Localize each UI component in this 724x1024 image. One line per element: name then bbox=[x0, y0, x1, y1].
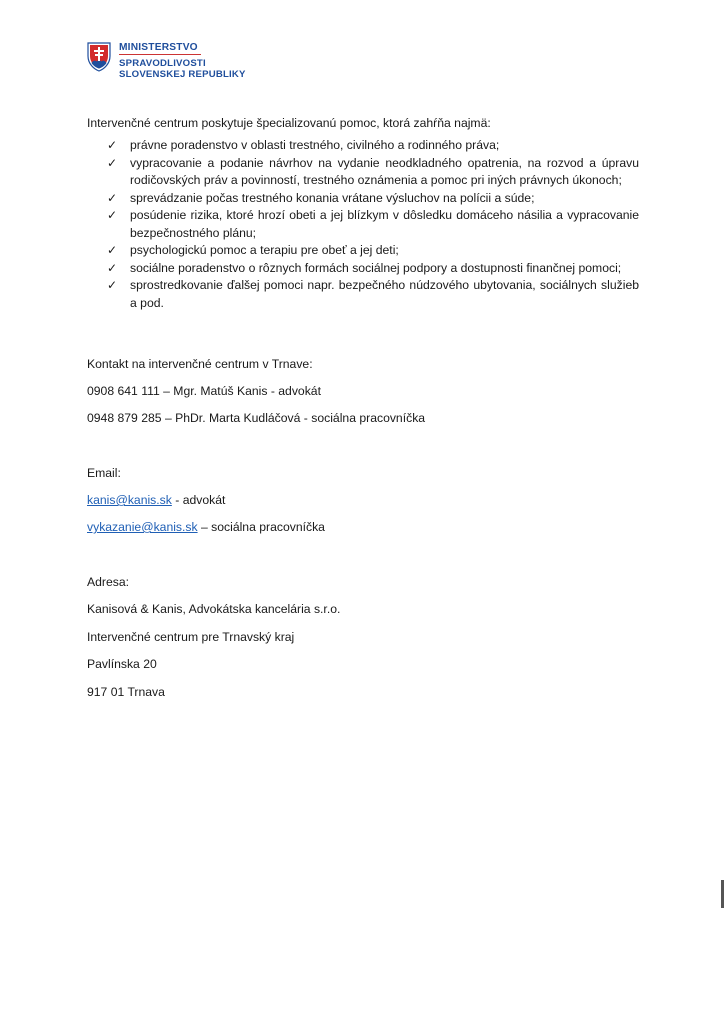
list-item: ✓ sociálne poradenstvo o rôznych formách sociálnej podpory a dostupnosti finančnej pomoci; bbox=[87, 260, 639, 278]
logo-divider bbox=[119, 54, 201, 55]
checkmark-icon: ✓ bbox=[107, 138, 118, 152]
address-heading: Adresa: bbox=[87, 575, 130, 589]
checkmark-icon: ✓ bbox=[107, 243, 118, 257]
address-line-3: Pavlínska 20 bbox=[87, 657, 157, 671]
address-line-4: 917 01 Trnava bbox=[87, 685, 165, 699]
list-item: ✓ posúdenie rizika, ktoré hrozí obeti a jej blízkym v dôsledku domáceho násilia a vypracovanie bezpečnostného plánu; bbox=[107, 208, 639, 240]
checkmark-icon: ✓ bbox=[107, 278, 118, 292]
checkmark-icon: ✓ bbox=[107, 155, 118, 170]
list-item: ✓ psychologickú pomoc a terapiu pre obeť a jej deti; bbox=[87, 242, 639, 260]
intro-text: Intervenčné centrum poskytuje špecializovanú pomoc, ktorá zahŕňa najmä: bbox=[87, 116, 491, 130]
list-item: ✓ sprostredkovanie ďalšej pomoci napr. bezpečného núdzového ubytovania, sociálnych služieb a pod. bbox=[107, 278, 639, 310]
contact-phone-social-worker: 0948 879 285 – PhDr. Marta Kudláčová - sociálna pracovníčka bbox=[87, 411, 426, 425]
contact-heading: Kontakt na intervenčné centrum v Trnave: bbox=[87, 357, 313, 371]
email-heading: Email: bbox=[87, 466, 121, 480]
address-line-2: Intervenčné centrum pre Trnavský kraj bbox=[87, 630, 295, 644]
ministry-logo bbox=[87, 42, 246, 80]
checkmark-icon: ✓ bbox=[107, 190, 118, 205]
email-link-social-worker[interactable]: vykazanie@kanis.sk bbox=[87, 520, 198, 534]
email-role-social-worker: – sociálna pracovníčka bbox=[197, 520, 325, 534]
ministry-name bbox=[119, 42, 246, 80]
services-list bbox=[87, 137, 639, 312]
services-section bbox=[87, 114, 639, 312]
email-role-lawyer: - advokát bbox=[171, 493, 226, 507]
contact-phone-lawyer: 0908 641 111 – Mgr. Matúš Kanis - advokát bbox=[87, 384, 321, 398]
address-line-1: Kanisová & Kanis, Advokátska kancelária s.r.o. bbox=[87, 602, 341, 616]
email-row-lawyer bbox=[87, 491, 225, 509]
list-item: ✓ sprevádzanie počas trestného konania vrátane výsluchov na polícii a súde; bbox=[87, 190, 639, 208]
slovak-coat-of-arms-icon bbox=[87, 42, 111, 72]
logo-line-2: SPRAVODLIVOSTI bbox=[119, 58, 206, 69]
email-row-social-worker bbox=[87, 518, 325, 536]
list-item: ✓ právne poradenstvo v oblasti trestného, civilného a rodinného práva; bbox=[87, 137, 639, 155]
list-item: ✓ vypracovanie a podanie návrhov na vydanie neodkladného opatrenia, na rozvod a úpravu rodičovských práv a povinností, trestného oznámenia a pomoc pri iných právnych úkonoch; bbox=[107, 155, 639, 187]
email-link-lawyer[interactable]: kanis@kanis.sk bbox=[87, 493, 172, 507]
logo-line-3: SLOVENSKEJ REPUBLIKY bbox=[119, 69, 246, 80]
logo-line-1: MINISTERSTVO bbox=[119, 42, 198, 53]
checkmark-icon: ✓ bbox=[107, 260, 118, 275]
checkmark-icon: ✓ bbox=[107, 208, 118, 222]
